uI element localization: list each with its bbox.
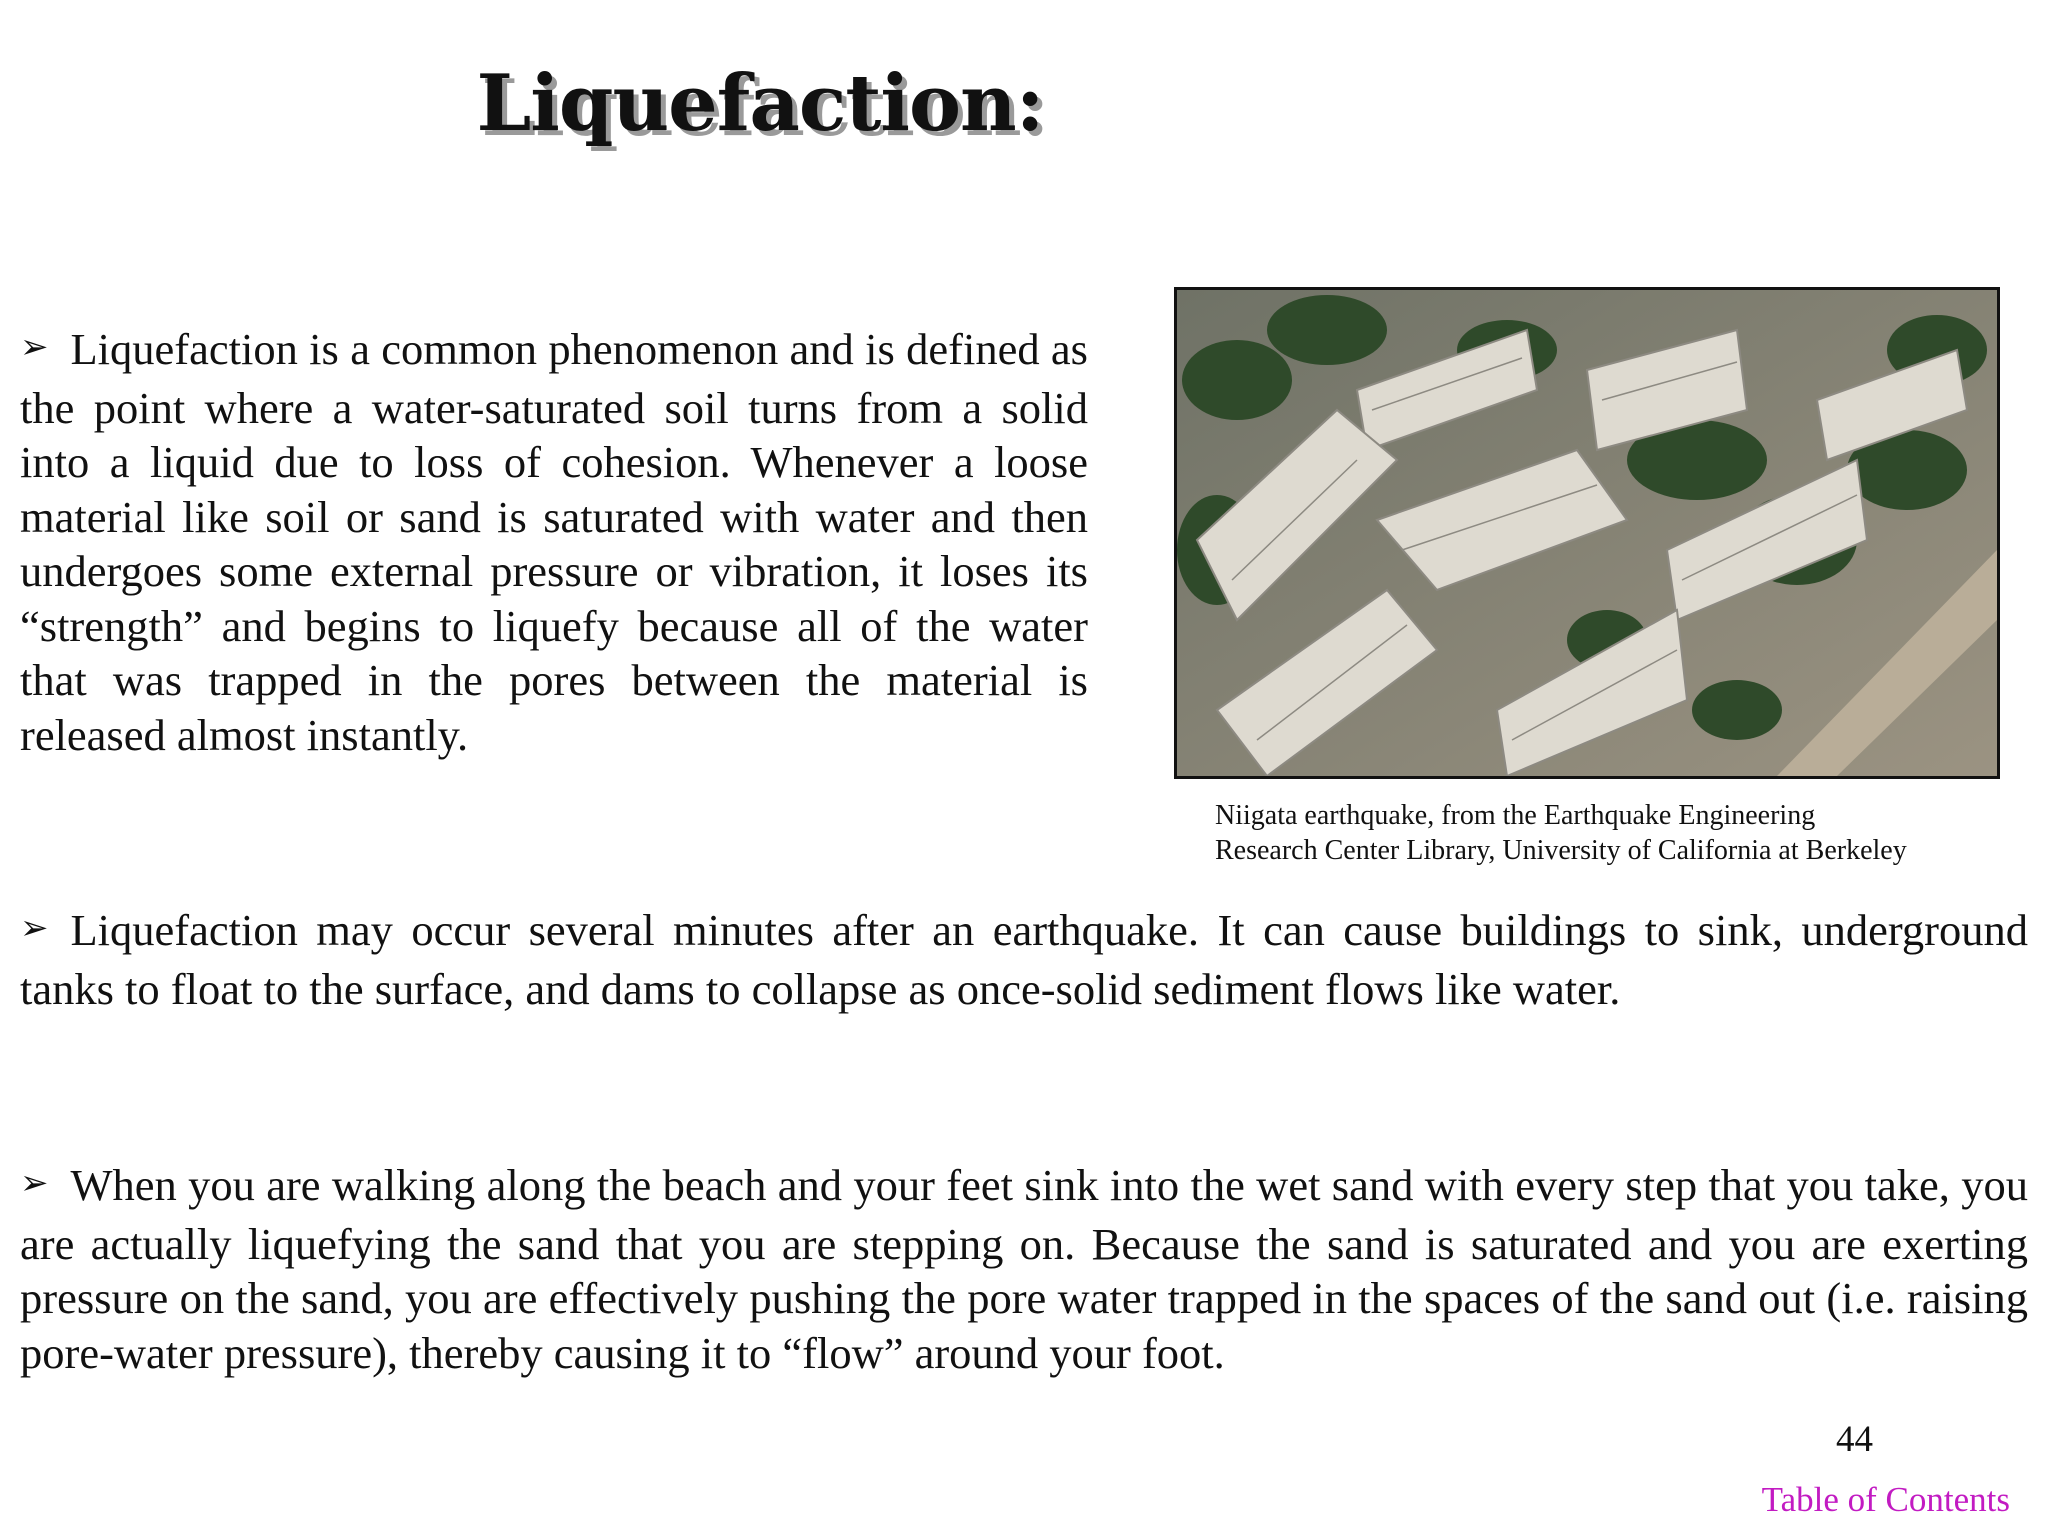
image-caption — [1215, 798, 2015, 868]
image-caption-line: Research Center Library, University of California at Berkeley — [1215, 835, 1907, 866]
paragraph-beach-example — [20, 1158, 2028, 1380]
paragraph-text: When you are walking along the beach and your feet sink into the wet sand with every step that you take, you are actually liquefying the sand that you are stepping on. Because the sand is saturated and you are exerting pressure on the sand, you are effectively pushing the pore water trapped in the spaces of the sand out (i.e. raising pore-water pressure), thereby causing it to “flow” around your foot. — [20, 1160, 2028, 1378]
paragraph-effects — [20, 903, 2028, 1016]
niigata-earthquake-photo — [1174, 287, 2000, 779]
paragraph-definition — [20, 322, 1088, 762]
page-number: 44 — [1836, 1419, 1873, 1460]
paragraph-text: Liquefaction may occur several minutes after an earthquake. It can cause buildings to sink, underground tanks to float to the surface, and dams to collapse as once-solid sediment flows like water. — [20, 905, 2028, 1014]
image-caption-line: Niigata earthquake, from the Earthquake Engineering — [1215, 800, 1816, 831]
table-of-contents-link[interactable]: Table of Contents — [1761, 1480, 2010, 1519]
slide-title: Liquefaction: — [476, 58, 1044, 149]
arrow-bullet-icon: ➢ — [20, 327, 49, 367]
arrow-bullet-icon: ➢ — [20, 908, 49, 948]
paragraph-text: Liquefaction is a common phenomenon and is defined as the point where a water-saturated soil turns from a solid into a liquid due to loss of cohesion. Whenever a loose material like soil or sand is saturated with water and then undergoes some external pressure or vibration, it loses its “strength” and begins to liquefy because all of the water that was trapped in the pores between the material is released almost instantly. — [20, 324, 1088, 760]
arrow-bullet-icon: ➢ — [20, 1163, 49, 1203]
